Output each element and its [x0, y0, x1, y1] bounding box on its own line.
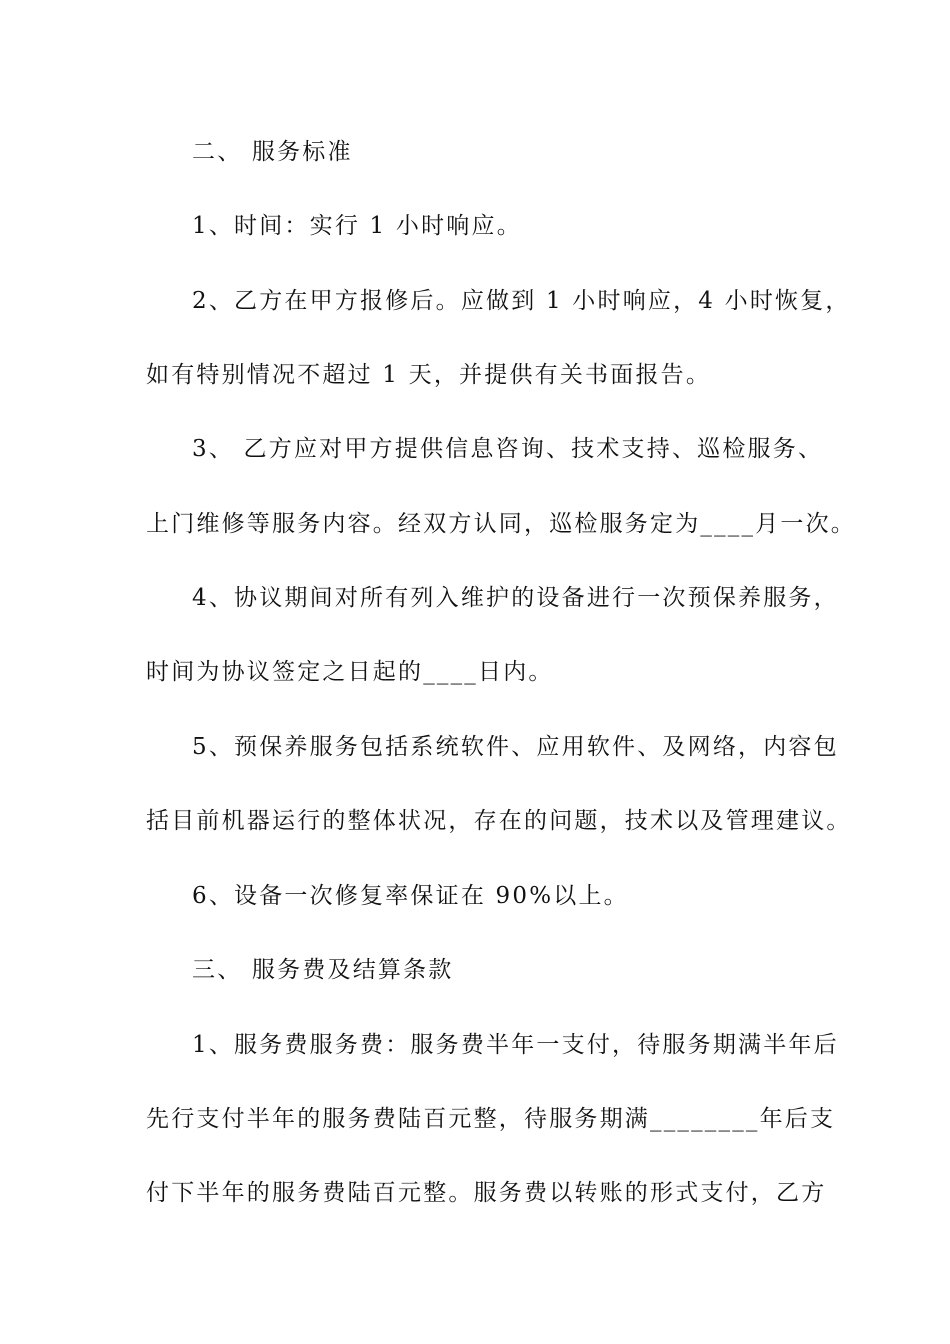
paragraph-line: 1、服务费服务费：服务费半年一支付，待服务期满半年后	[192, 1032, 839, 1058]
paragraph-line: 1、时间：实行 1 小时响应。	[192, 213, 522, 239]
paragraph-line: 括目前机器运行的整体状况，存在的问题，技术以及管理建议。	[146, 808, 852, 834]
paragraph-line: 如有特别情况不超过 1 天，并提供有关书面报告。	[146, 362, 712, 388]
paragraph-line: 上门维修等服务内容。经双方认同，巡检服务定为____月一次。	[146, 511, 856, 537]
section-heading-service-standard: 二、 服务标准	[192, 139, 353, 165]
paragraph-line: 先行支付半年的服务费陆百元整，待服务期满________年后支	[146, 1106, 836, 1132]
paragraph-line: 时间为协议签定之日起的____日内。	[146, 659, 554, 685]
paragraph-line: 4、协议期间对所有列入维护的设备进行一次预保养服务，	[192, 585, 839, 611]
paragraph-line: 2、乙方在甲方报修后。应做到 1 小时响应，4 小时恢复，	[192, 288, 851, 314]
paragraph-line: 6、设备一次修复率保证在 90%以上。	[192, 883, 629, 909]
paragraph-line: 3、 乙方应对甲方提供信息咨询、技术支持、巡检服务、	[192, 436, 824, 462]
paragraph-line: 5、预保养服务包括系统软件、应用软件、及网络，内容包	[192, 734, 839, 760]
section-heading-fees: 三、 服务费及结算条款	[192, 957, 454, 983]
paragraph-line: 付下半年的服务费陆百元整。服务费以转账的形式支付，乙方	[146, 1180, 827, 1206]
